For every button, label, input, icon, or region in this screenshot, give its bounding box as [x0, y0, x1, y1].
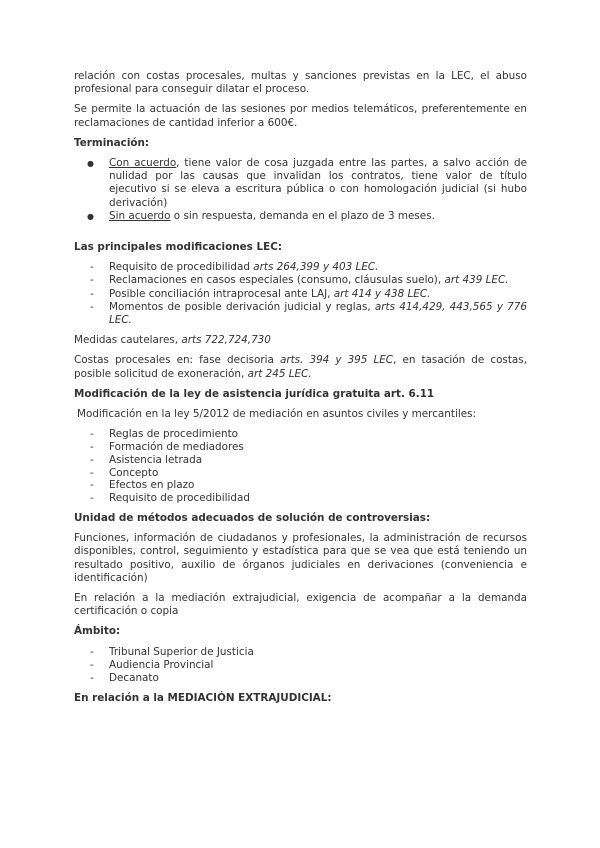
item-reference: art 414 y 438 LEC. [333, 287, 431, 300]
paragraph-mediacion-extrajudicial: En relación a la mediación extrajudicial, exigencia de acompañar a la demanda certificación o copia [74, 592, 527, 618]
medidas-reference: arts 722,724,730 [181, 334, 271, 347]
paragraph-ley-5-2012: Modificación en la ley 5/2012 de mediación en asuntos civiles y mercantiles: [77, 408, 477, 421]
item-reference: arts 264,399 y 403 LEC. [253, 261, 379, 274]
list-item: - Reglas de procedimiento [74, 428, 527, 441]
item-text: Requisito de procedibilidad [109, 261, 254, 274]
list-item [74, 210, 527, 223]
medidas-text: Medidas cautelares, [74, 334, 182, 347]
modificaciones-list [74, 261, 527, 327]
heading-asistencia-juridica: Modificación de la ley de asistencia jurídica gratuita art. 6.11 [74, 387, 435, 400]
item-text: Posible conciliación intraprocesal ante LAJ, [109, 287, 334, 300]
paragraph-telematicos: Se permite la actuación de las sesiones por medios telemáticos, preferentemente en reclamaciones de cantidad inferior a 600€. [74, 103, 527, 129]
ambito-list [74, 646, 527, 686]
heading-terminacion: Terminación: [74, 136, 150, 149]
terminacion-list [74, 157, 527, 223]
list-item: - Asistencia letrada [74, 454, 527, 467]
heading-ambito: Ámbito: [74, 625, 121, 638]
heading-modificaciones-lec: Las principales modificaciones LEC: [74, 241, 282, 254]
list-item: - Formación de mediadores [74, 441, 527, 454]
heading-unidad-metodos: Unidad de métodos adecuados de solución de controversias: [74, 512, 431, 525]
sin-acuerdo-text: o sin respuesta, demanda en el plazo de 3 meses. [170, 209, 435, 222]
costas-reference: arts. 394 y 395 LEC [279, 354, 394, 367]
costas-text: , en tasación de costas, posible solicitud de exoneración, [74, 354, 527, 380]
paragraph-costas-procesales [74, 354, 527, 380]
list-item: - Efectos en plazo [74, 479, 527, 492]
paragraph-funciones: Funciones, información de ciudadanos y profesionales, la administración de recursos disponibles, control, seguimiento y estadística para que se vea que está teniendo un resultado positivo, auxilio de órganos judiciales en derivaciones (conveniencia e identificación) [74, 532, 527, 584]
item-text: Momentos de posible derivación judicial y reglas, [109, 300, 375, 313]
item-reference: art 439 LEC. [444, 274, 509, 287]
con-acuerdo-label: Con acuerdo [109, 157, 177, 170]
list-item: - Requisito de procedibilidad [74, 492, 527, 505]
list-item: - Audiencia Provincial [74, 659, 527, 672]
costas-reference: art 245 LEC. [247, 367, 312, 380]
costas-text: Costas procesales en: fase decisoria [74, 354, 280, 367]
list-item: - Tribunal Superior de Justicia [74, 646, 527, 659]
item-text: Reclamaciones en casos especiales (consumo, cláusulas suelo), [109, 274, 445, 287]
list-item [74, 274, 527, 287]
list-item: - Concepto [74, 467, 527, 480]
heading-mediacion-extrajudicial: En relación a la MEDIACIÓN EXTRAJUDICIAL: [74, 692, 332, 705]
list-item [74, 261, 527, 274]
item-reference: arts 414,429, 443,565 y 776 LEC. [109, 300, 528, 327]
sin-acuerdo-label: Sin acuerdo [109, 209, 171, 222]
list-item [74, 301, 527, 327]
paragraph-medidas-cautelares [74, 334, 527, 347]
list-item [74, 288, 527, 301]
paragraph-costas-multas: relación con costas procesales, multas y sanciones previstas en la LEC, el abuso profesional para conseguir dilatar el proceso. [74, 70, 527, 96]
list-item: - Decanato [74, 672, 527, 685]
con-acuerdo-text: , tiene valor de cosa juzgada entre las partes, a salvo acción de nulidad por las causas que invalidan los contratos, tiene valor de título ejecutivo si se eleva a escritura pública o con homologación judicial (si hubo derivación) [109, 157, 527, 209]
list-item [74, 157, 527, 210]
ley-5-2012-list [74, 428, 527, 505]
